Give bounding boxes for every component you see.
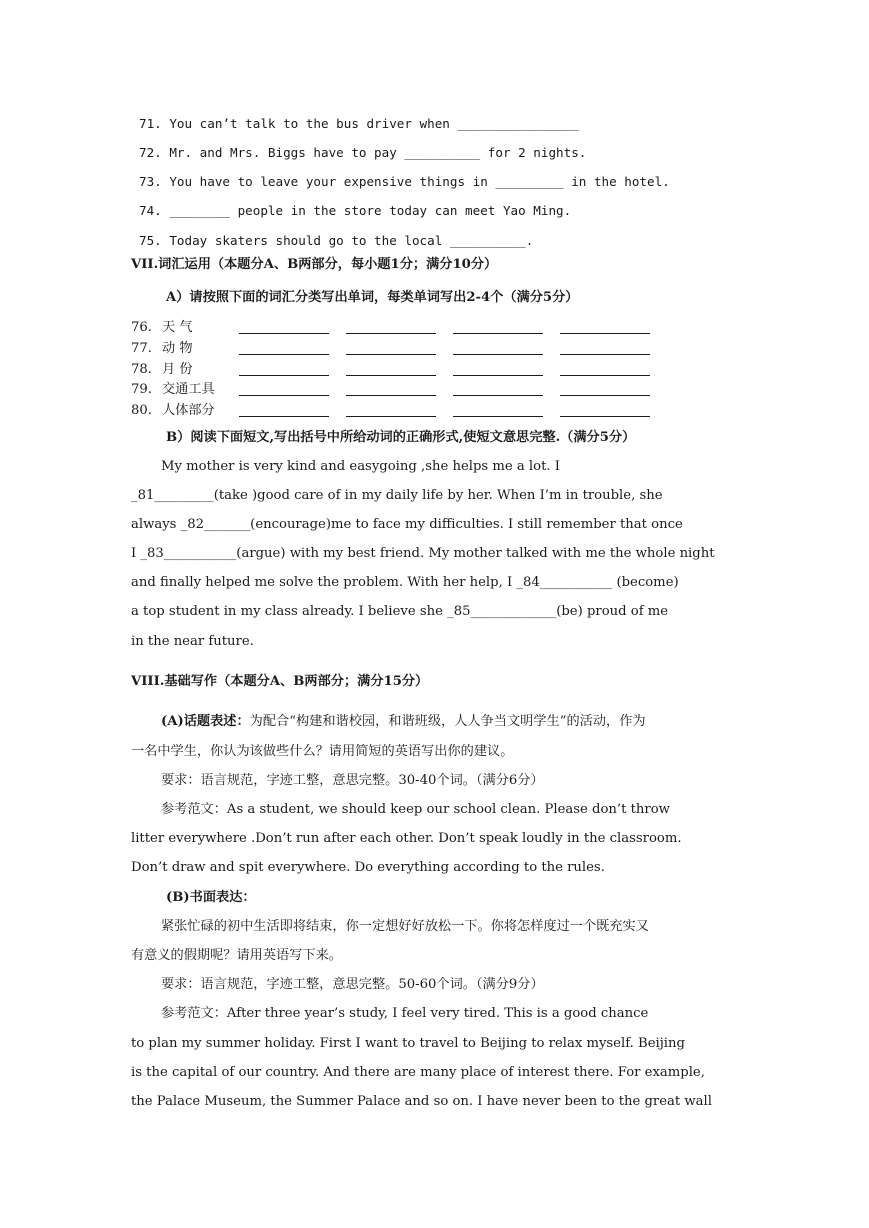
section-7-part-b-title: B）阅读下面短文,写出括号中所给动词的正确形式,使短文意思完整.（满分5分） <box>166 430 636 445</box>
vocab-category: 天 气 <box>162 320 193 335</box>
answer-blank <box>560 395 650 396</box>
vocab-row <box>131 361 671 381</box>
question-text: You have to leave your expensive things in _________ in the hotel. <box>169 174 670 189</box>
answer-blank <box>560 375 650 376</box>
part-a-prompt <box>161 713 646 731</box>
question-number: 71. <box>139 116 162 131</box>
part-b-prompt-cont: 有意义的假期呢？请用英语写下来。 <box>131 948 342 963</box>
section-8-title: VIII.基础写作（本题分A、B两部分；满分15分） <box>131 674 429 689</box>
part-a-text: 为配合“构建和谐校园，和谐班级，人人争当文明学生”的活动，作为 <box>249 714 646 729</box>
passage-line: in the near future. <box>131 634 254 649</box>
part-b-prompt: 紧张忙碌的初中生活即将结束，你一定想好好放松一下。你将怎样度过一个既充实又 <box>161 919 649 934</box>
part-b-label: (B)书面表达： <box>166 890 256 905</box>
answer-blank <box>239 375 329 376</box>
passage-line: _81_________(take )good care of in my daily life by her. When I’m in trouble, she <box>131 488 663 503</box>
part-a-sample-line: Don’t draw and spit everywhere. Do everything according to the rules. <box>131 860 605 875</box>
answer-blank <box>346 416 436 417</box>
part-b-sample-line: is the capital of our country. And there are many place of interest there. For example, <box>131 1065 705 1080</box>
question-74 <box>139 202 571 220</box>
vocab-number: 80. <box>131 403 152 418</box>
answer-blank <box>453 375 543 376</box>
answer-blank <box>560 333 650 334</box>
vocab-category: 月 份 <box>162 362 193 377</box>
question-75 <box>139 232 533 250</box>
answer-blank <box>239 333 329 334</box>
part-a-sample-line: litter everywhere .Don’t run after each other. Don’t speak loudly in the classroom. <box>131 831 682 846</box>
part-a-prompt-cont: 一名中学生，你认为该做些什么？请用简短的英语写出你的建议。 <box>131 744 514 759</box>
question-72 <box>139 144 586 162</box>
question-text: You can’t talk to the bus driver when ________________ <box>169 116 579 131</box>
vocab-row <box>131 319 671 339</box>
passage-line: My mother is very kind and easygoing ,she helps me a lot. I <box>161 459 560 474</box>
answer-blank <box>239 416 329 417</box>
answer-blank <box>346 375 436 376</box>
passage-line: I _83___________(argue) with my best friend. My mother talked with me the whole night <box>131 546 715 561</box>
answer-blank <box>453 416 543 417</box>
part-a-sample-line: 参考范文：As a student, we should keep our school clean. Please don’t throw <box>161 802 670 817</box>
answer-blank <box>346 354 436 355</box>
answer-blank <box>453 333 543 334</box>
vocab-row <box>131 402 671 422</box>
section-7-part-a-title: A）请按照下面的词汇分类写出单词，每类单词写出2-4个（满分5分） <box>166 290 579 305</box>
answer-blank <box>239 395 329 396</box>
vocab-category: 交通工具 <box>162 382 215 397</box>
passage-line: and finally helped me solve the problem. With her help, I _84___________ (become) <box>131 575 679 590</box>
question-number: 74. <box>139 203 162 218</box>
question-73 <box>139 173 670 191</box>
answer-blank <box>346 333 436 334</box>
part-b-requirement: 要求：语言规范，字迹工整，意思完整。50-60个词。（满分9分） <box>161 977 544 992</box>
vocab-category: 人体部分 <box>162 403 215 418</box>
passage-line: a top student in my class already. I believe she _85_____________(be) proud of me <box>131 604 669 619</box>
part-b-sample-line: to plan my summer holiday. First I want to travel to Beijing to relax myself. Beijing <box>131 1036 685 1051</box>
passage-line: always _82_______(encourage)me to face my difficulties. I still remember that once <box>131 517 683 532</box>
answer-blank <box>453 354 543 355</box>
question-text: Today skaters should go to the local __________. <box>169 233 534 248</box>
part-b-sample-line: 参考范文：After three year’s study, I feel very tired. This is a good chance <box>161 1006 649 1021</box>
part-a-requirement: 要求：语言规范，字迹工整，意思完整。30-40个词。（满分6分） <box>161 773 544 788</box>
question-text: ________ people in the store today can meet Yao Ming. <box>169 203 572 218</box>
part-b-sample-line: the Palace Museum, the Summer Palace and so on. I have never been to the great wall <box>131 1094 712 1109</box>
answer-blank <box>239 354 329 355</box>
vocab-number: 77. <box>131 341 152 356</box>
answer-blank <box>453 395 543 396</box>
question-number: 72. <box>139 145 162 160</box>
vocab-number: 79. <box>131 382 152 397</box>
question-text: Mr. and Mrs. Biggs have to pay __________ for 2 nights. <box>169 145 587 160</box>
answer-blank <box>560 416 650 417</box>
answer-blank <box>560 354 650 355</box>
question-71 <box>139 115 579 133</box>
section-7-title: VII.词汇运用（本题分A、B两部分，每小题1分；满分10分） <box>131 257 498 272</box>
vocab-number: 76. <box>131 320 152 335</box>
vocab-row <box>131 381 671 401</box>
vocab-number: 78. <box>131 362 152 377</box>
vocab-category: 动 物 <box>162 341 193 356</box>
part-a-label: (A)话题表述： <box>161 714 250 729</box>
question-number: 75. <box>139 233 162 248</box>
question-number: 73. <box>139 174 162 189</box>
vocab-row <box>131 340 671 360</box>
answer-blank <box>346 395 436 396</box>
